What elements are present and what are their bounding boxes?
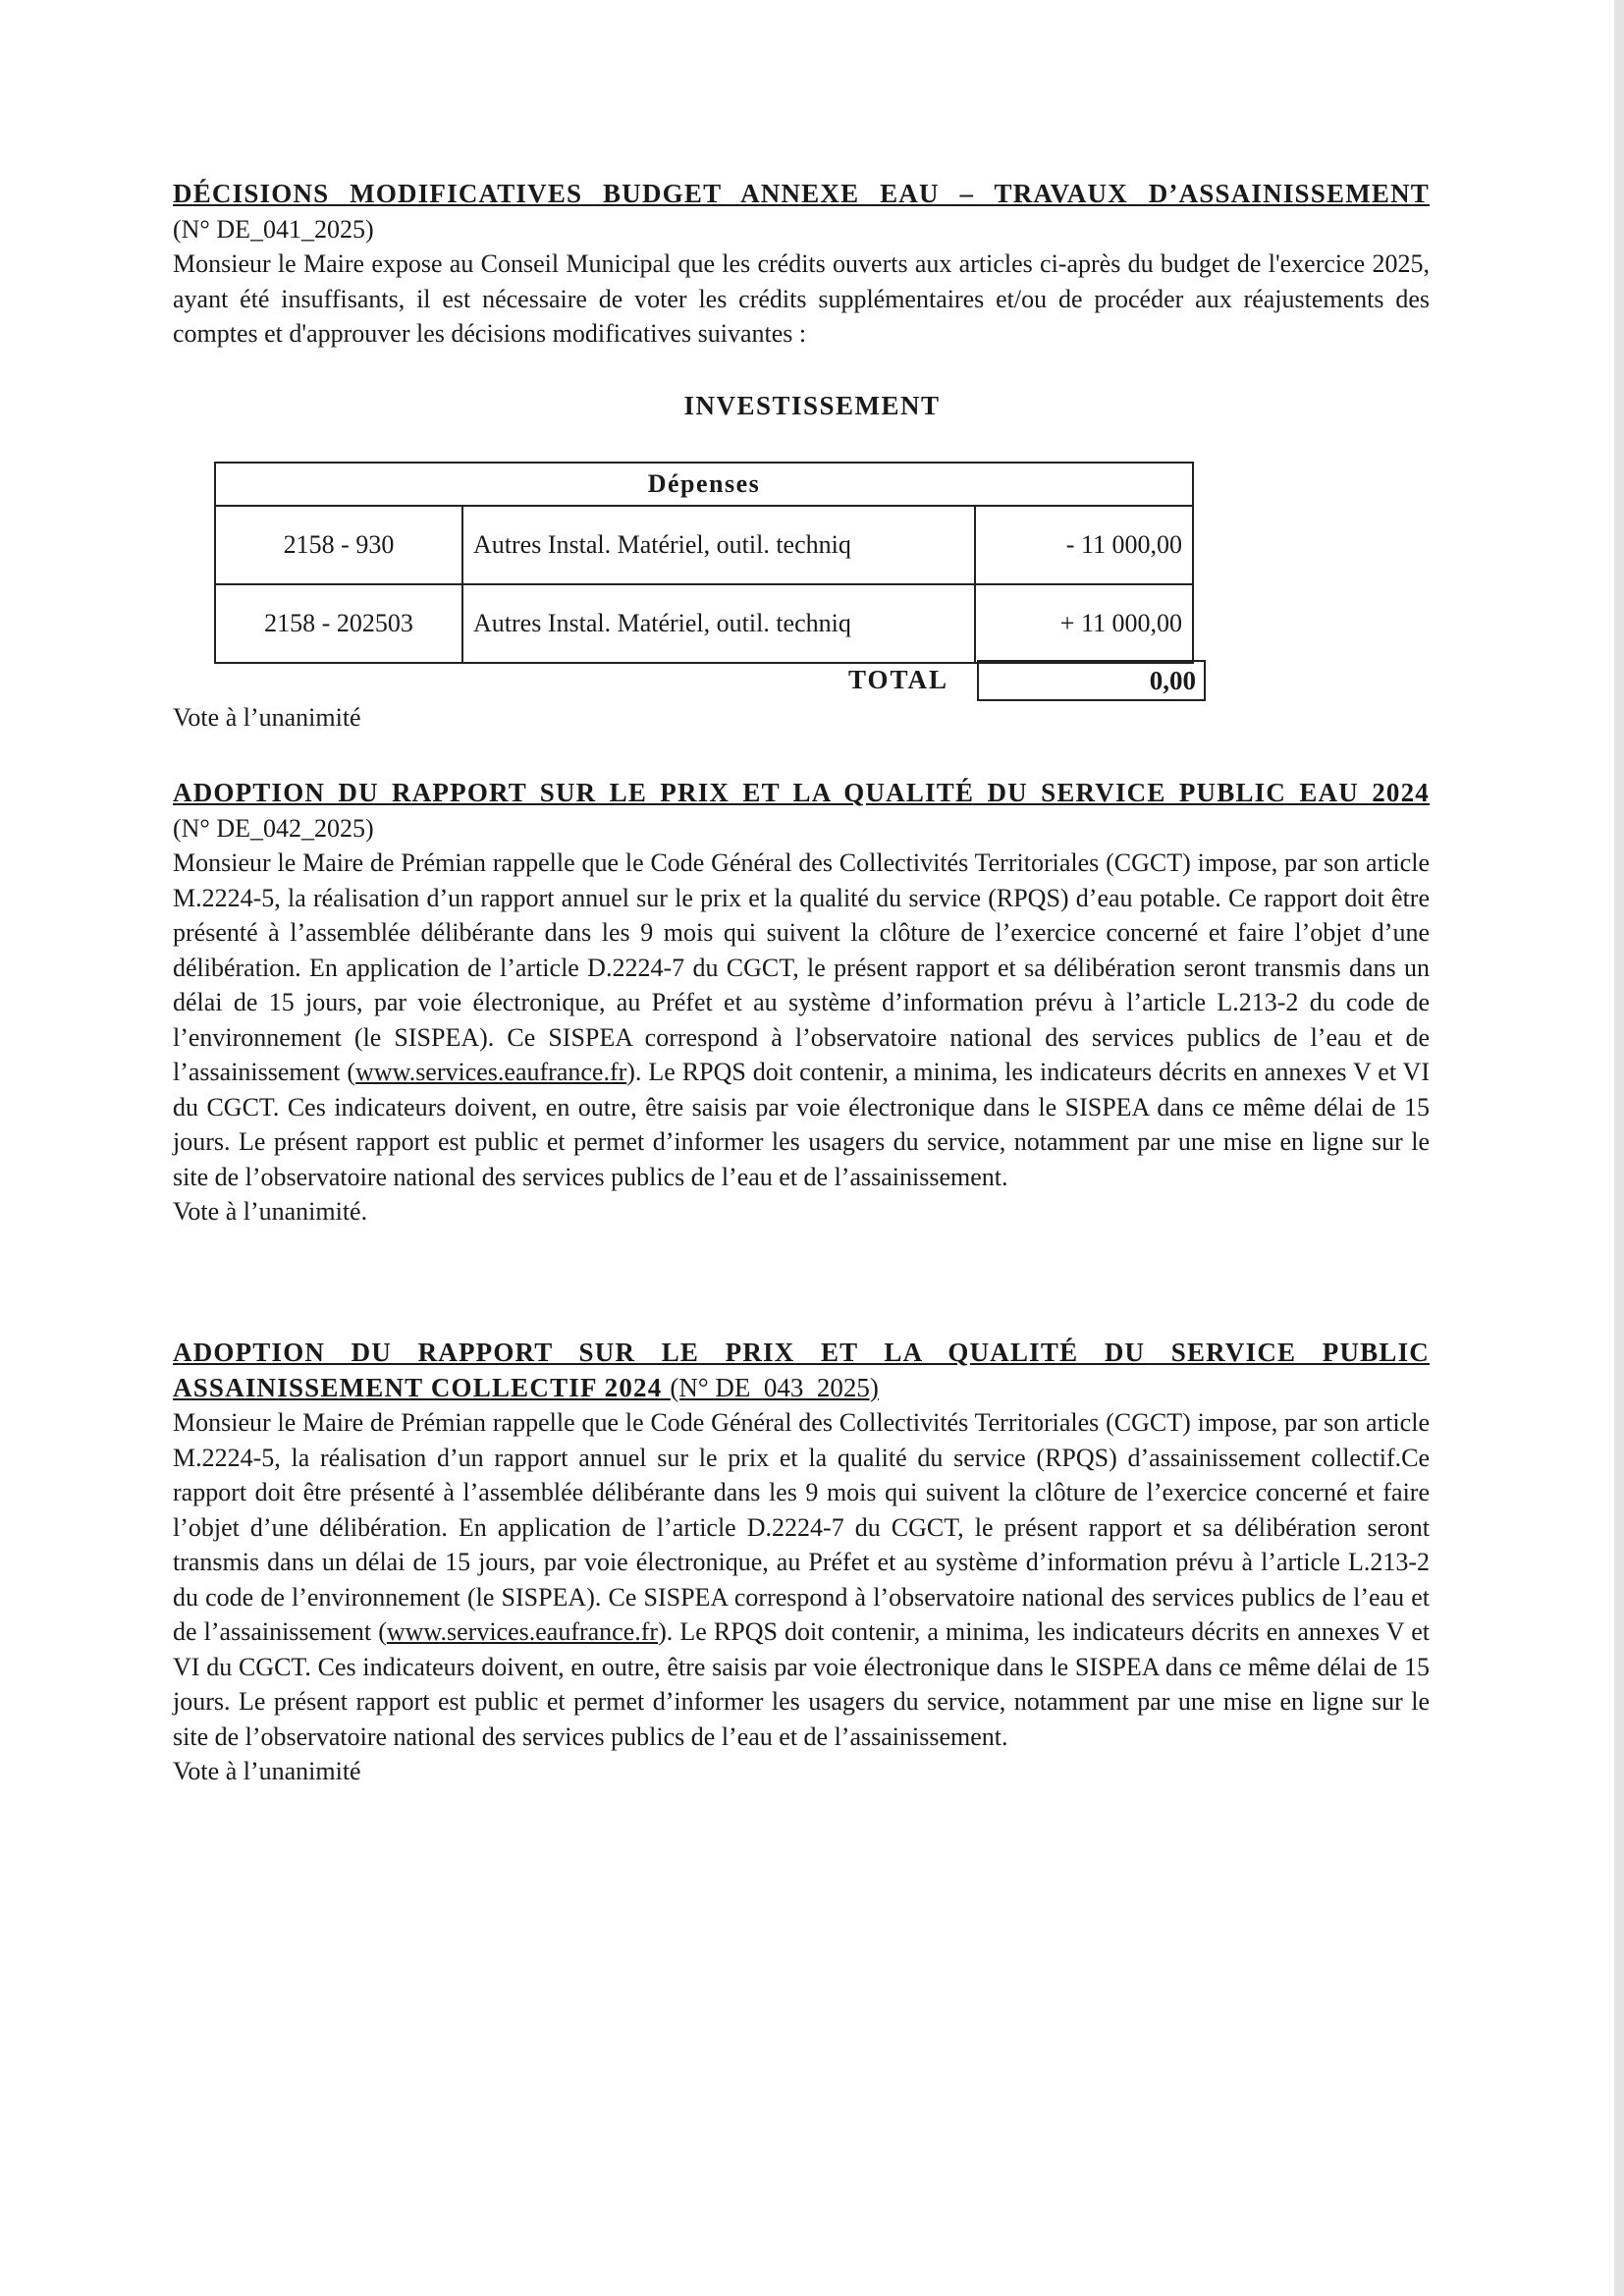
- body-text: ). Le RPQS doit contenir, a minima, les indicateurs décrits en annexes V et VI du CGCT. Ces indicateurs doivent, en outre, être saisis par voie électronique dans le SISPEA dans ce même délai de 15 jours. Le présent rapport est public et permet d’informer les usagers du service, notamment par une mise en ligne sur le site de l’observatoire national des services publics de l’eau et de l’assainissement.: [173, 1058, 1430, 1191]
- section-body: Monsieur le Maire de Prémian rappelle que le Code Général des Collectivités Territoriales (CGCT) impose, par son article M.2224-5, la réalisation d’un rapport annuel sur le prix et la qualité du service (RPQS) d’eau potable. Ce rapport doit être présenté à l’assemblée délibérante dans les 9 mois qui suivent la clôture de l’exercice concerné et faire l’objet d’une délibération. En application de l’article D.2224-7 du CGCT, le présent rapport et sa délibération seront transmis dans un délai de 15 jours, par voie électronique, au Préfet et au système d’information prévu à l’article L.213-2 du code de l’environnement (le SISPEA). Ce SISPEA correspond à l’observatoire national des services publics de l’eau et de l’assainissement (www.services.eaufrance.fr). Le RPQS doit contenir, a minima, les indicateurs décrits en annexes V et VI du CGCT. Ces indicateurs doivent, en outre, être saisis par voie électronique dans le SISPEA dans ce même délai de 15 jours. Le présent rapport est public et permet d’informer les usagers du service, notamment par une mise en ligne sur le site de l’observatoire national des services publics de l’eau et de l’assainissement.: [173, 848, 1430, 1191]
- amount-cell: + 11 000,00: [975, 584, 1193, 663]
- section-title-text: ADOPTION DU RAPPORT SUR LE PRIX ET LA QUALITÉ DU SERVICE PUBLIC ASSAINISSEMENT COLLECTIF 2024: [173, 1338, 1430, 1402]
- total-row: [173, 660, 1204, 701]
- section-title: ADOPTION DU RAPPORT SUR LE PRIX ET LA QUALITÉ DU SERVICE PUBLIC EAU 2024: [173, 778, 1430, 807]
- total-label: TOTAL: [847, 665, 948, 694]
- label-cell: Autres Instal. Matériel, outil. techniq: [462, 584, 975, 663]
- budget-table: [214, 462, 1194, 664]
- label-cell: Autres Instal. Matériel, outil. techniq: [462, 506, 975, 584]
- section-rpqs-eau: [173, 776, 1430, 1230]
- section-body: Monsieur le Maire de Prémian rappelle que le Code Général des Collectivités Territoriales (CGCT) impose, par son article M.2224-5, la réalisation d’un rapport annuel sur le prix et la qualité du service (RPQS) d’assainissement collectif.Ce rapport doit être présenté à l’assemblée délibérante dans les 9 mois qui suivent la clôture de l’exercice concerné et faire l’objet d’une délibération. En application de l’article D.2224-7 du CGCT, le présent rapport et sa délibération seront transmis dans un délai de 15 jours, par voie électronique, au Préfet et au système d’information prévu à l’article L.213-2 du code de l’environnement (le SISPEA). Ce SISPEA correspond à l’observatoire national des services publics de l’eau et de l’assainissement (www.services.eaufrance.fr). Le RPQS doit contenir, a minima, les indicateurs décrits en annexes V et VI du CGCT. Ces indicateurs doivent, en outre, être saisis par voie électronique dans le SISPEA dans ce même délai de 15 jours. Le présent rapport est public et permet d’informer les usagers du service, notamment par une mise en ligne sur le site de l’observatoire national des services publics de l’eau et de l’assainissement.: [173, 1408, 1430, 1751]
- deliberation-ref: (N° DE_042_2025): [173, 813, 374, 843]
- deliberation-ref: (N° DE_043_2025): [670, 1372, 879, 1402]
- account-cell: 2158 - 202503: [215, 584, 462, 663]
- body-text: Monsieur le Maire de Prémian rappelle que le Code Général des Collectivités Territoriales (CGCT) impose, par son article M.2224-5, la réalisation d’un rapport annuel sur le prix et la qualité du service (RPQS) d’assainissement collectif.Ce rapport doit être présenté à l’assemblée délibérante dans les 9 mois qui suivent la clôture de l’exercice concerné et faire l’objet d’une délibération. En application de l’article D.2224-7 du CGCT, le présent rapport et sa délibération seront transmis dans un délai de 15 jours, par voie électronique, au Préfet et au système d’information prévu à l’article L.213-2 du code de l’environnement (le SISPEA). Ce SISPEA correspond à l’observatoire national des services publics de l’eau et de l’assainissement: [173, 1408, 1430, 1646]
- sispea-link[interactable]: www.services.eaufrance.fr: [355, 1058, 627, 1086]
- body-text: ). Le RPQS doit contenir, a minima, les indicateurs décrits en annexes V et VI du CGCT. Ces indicateurs doivent, en outre, être saisis par voie électronique dans le SISPEA dans ce même délai de 15 jours. Le présent rapport est public et permet d’informer les usagers du service, notamment par une mise en ligne sur le site de l’observatoire national des services publics de l’eau et de l’assainissement.: [173, 1617, 1430, 1751]
- section-title: DÉCISIONS MODIFICATIVES BUDGET ANNEXE EAU – TRAVAUX D’ASSAINISSEMENT: [173, 179, 1430, 208]
- vote-result: Vote à l’unanimité: [173, 1757, 361, 1785]
- body-text: Monsieur le Maire de Prémian rappelle que le Code Général des Collectivités Territoriales (CGCT) impose, par son article M.2224-5, la réalisation d’un rapport annuel sur le prix et la qualité du service (RPQS) d’eau potable. Ce rapport doit être présenté à l’assemblée délibérante dans les 9 mois qui suivent la clôture de l’exercice concerné et faire l’objet d’une délibération. En application de l’article D.2224-7 du CGCT, le présent rapport et sa délibération seront transmis dans un délai de 15 jours, par voie électronique, au Préfet et au système d’information prévu à l’article L.213-2 du code de l’environnement (le SISPEA). Ce SISPEA correspond à l’observatoire national des services publics de l’eau et de l’assainissement: [173, 848, 1430, 1086]
- vote-result: Vote à l’unanimité.: [173, 1197, 368, 1226]
- table-row: [215, 506, 1193, 584]
- section-budget-decisions: [173, 177, 1430, 352]
- section-body: Monsieur le Maire expose au Conseil Municipal que les crédits ouverts aux articles ci-après du budget de l'exercice 2025, ayant été insuffisants, il est nécessaire de voter les crédits supplémentaires et/ou de procéder aux réajustements des comptes et d'approuver les décisions modificatives suivantes :: [173, 249, 1430, 348]
- section-rpqs-assainissement: [173, 1336, 1430, 1789]
- amount-cell: - 11 000,00: [975, 506, 1193, 584]
- account-cell: 2158 - 930: [215, 506, 462, 584]
- investment-heading: INVESTISSEMENT: [683, 391, 941, 420]
- section-title: [173, 1336, 1430, 1405]
- table-header-row: [215, 463, 1193, 506]
- total-value: 0,00: [977, 660, 1206, 701]
- deliberation-ref: (N° DE_041_2025): [173, 214, 374, 244]
- table-row: [215, 584, 1193, 663]
- page-edge-shadow: [1614, 0, 1624, 2296]
- expenses-header: Dépenses: [215, 463, 1193, 506]
- sispea-link[interactable]: www.services.eaufrance.fr: [386, 1617, 659, 1646]
- vote-result: Vote à l’unanimité: [173, 703, 361, 732]
